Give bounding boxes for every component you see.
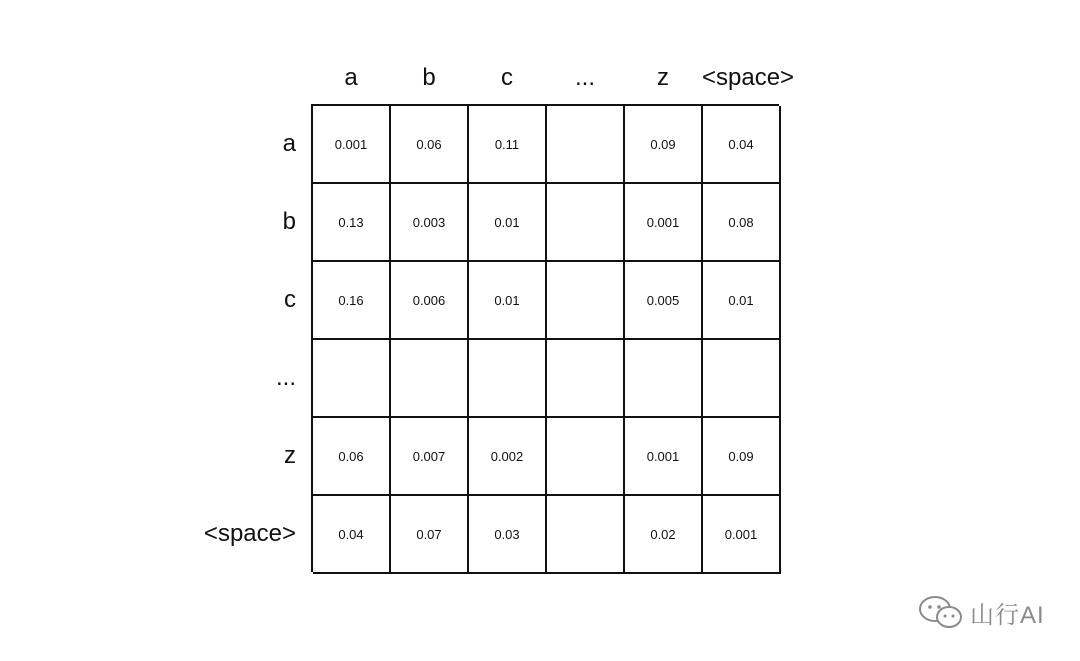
matrix-cell: 0.13 [313, 184, 391, 262]
watermark [918, 594, 1045, 630]
matrix-cell [625, 340, 703, 418]
matrix-cell [547, 106, 625, 184]
row-header-a: a [282, 130, 296, 157]
matrix-cell: 0.04 [313, 496, 391, 574]
matrix-cell [313, 340, 391, 418]
row-headers [140, 105, 300, 571]
row-header-ellipsis: ... [275, 364, 296, 391]
wechat-icon [918, 594, 964, 630]
row-header-space: <space> [203, 520, 296, 547]
matrix-cell [547, 262, 625, 340]
matrix-cell: 0.08 [703, 184, 781, 262]
probability-matrix [311, 104, 779, 572]
matrix-cell: 0.003 [391, 184, 469, 262]
column-header-c: c [501, 64, 513, 91]
matrix-cell [547, 496, 625, 574]
matrix-cell: 0.006 [391, 262, 469, 340]
matrix-cell: 0.16 [313, 262, 391, 340]
column-header-z: z [657, 64, 669, 91]
matrix-cell [703, 340, 781, 418]
matrix-cell [547, 184, 625, 262]
matrix-cell: 0.06 [391, 106, 469, 184]
matrix-cell: 0.01 [469, 262, 547, 340]
matrix-cell [391, 340, 469, 418]
watermark-text: 山行AI [970, 601, 1045, 629]
matrix-cell [547, 418, 625, 496]
column-header-a: a [344, 64, 358, 91]
matrix-cell: 0.001 [625, 418, 703, 496]
matrix-cell [469, 340, 547, 418]
matrix-cell: 0.001 [313, 106, 391, 184]
matrix-cell: 0.002 [469, 418, 547, 496]
column-header-space: <space> [702, 64, 795, 91]
matrix-cell: 0.01 [703, 262, 781, 340]
matrix-cell: 0.01 [469, 184, 547, 262]
row-header-b: b [282, 208, 296, 235]
column-header-b: b [422, 64, 436, 91]
column-headers [312, 58, 795, 98]
matrix-cell: 0.06 [313, 418, 391, 496]
matrix-cell: 0.04 [703, 106, 781, 184]
matrix-cell: 0.005 [625, 262, 703, 340]
matrix-cell [547, 340, 625, 418]
matrix-cell: 0.11 [469, 106, 547, 184]
matrix-cell: 0.09 [703, 418, 781, 496]
row-header-c: c [284, 286, 296, 313]
matrix-cell: 0.001 [625, 184, 703, 262]
matrix-cell: 0.007 [391, 418, 469, 496]
matrix-cell: 0.001 [703, 496, 781, 574]
matrix-cell: 0.03 [469, 496, 547, 574]
matrix-cell: 0.09 [625, 106, 703, 184]
row-header-z: z [284, 442, 296, 469]
matrix-cell: 0.07 [391, 496, 469, 574]
column-header-ellipsis: ... [574, 64, 595, 91]
matrix-cell: 0.02 [625, 496, 703, 574]
